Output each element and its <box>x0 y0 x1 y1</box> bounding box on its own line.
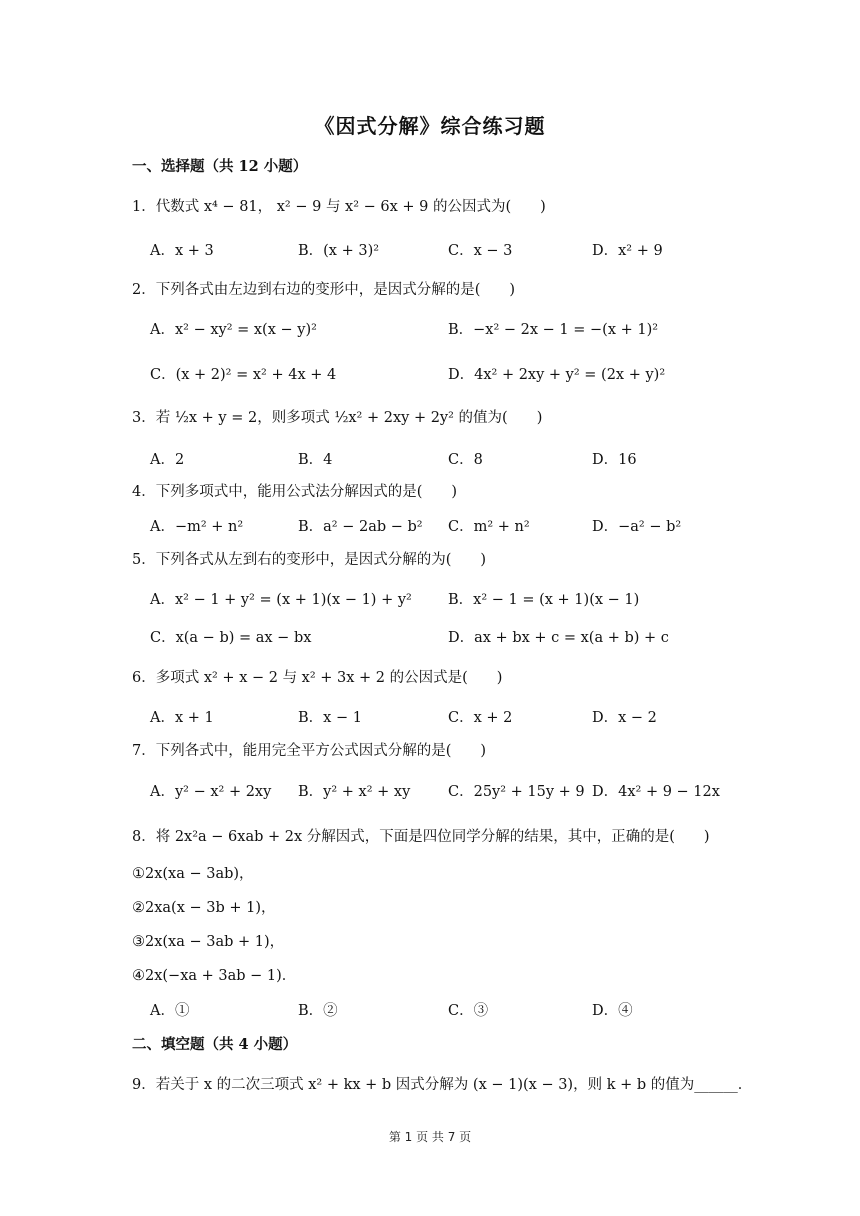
q1-option-c: C．x − 3 <box>448 243 513 259</box>
q6-option-c: C．x + 2 <box>448 710 513 726</box>
section-heading-fill: 二、填空题（共 4 小题） <box>132 1036 298 1053</box>
q2-option-b: B．−x² − 2x − 1 = −(x + 1)² <box>448 322 659 338</box>
q7-option-c: C．25y² + 15y + 9 <box>448 784 585 800</box>
q5-option-d: D．ax + bx + c = x(a + b) + c <box>448 630 669 646</box>
q3-option-b: B．4 <box>298 452 333 468</box>
q4-option-a: A．−m² + n² <box>150 519 244 535</box>
q2-option-a: A．x² − xy² = x(x − y)² <box>150 322 317 338</box>
question-6: 6．多项式 x² + x − 2 与 x² + 3x + 2 的公因式是( ) <box>132 670 503 686</box>
q4-option-d: D．−a² − b² <box>592 519 682 535</box>
question-5: 5．下列各式从左到右的变形中，是因式分解的为( ) <box>132 552 487 568</box>
question-8: 8．将 2x²a − 6xab + 2x 分解因式，下面是四位同学分解的结果，其中，正确的是( ) <box>132 829 710 845</box>
q8-item-2: ②2xa(x − 3b + 1)， <box>132 900 276 916</box>
q8-option-b: B．② <box>298 1003 338 1019</box>
q1-option-d: D．x² + 9 <box>592 243 663 259</box>
q5-option-a: A．x² − 1 + y² = (x + 1)(x − 1) + y² <box>150 592 412 608</box>
q5-option-b: B．x² − 1 = (x + 1)(x − 1) <box>448 592 640 608</box>
q7-option-a: A．y² − x² + 2xy <box>150 784 272 800</box>
q7-option-d: D．4x² + 9 − 12x <box>592 784 720 800</box>
q8-item-3: ③2x(xa − 3ab + 1)， <box>132 934 285 950</box>
question-1: 1．代数式 x⁴ − 81， x² − 9 与 x² − 6x + 9 的公因式为( ) <box>132 199 546 215</box>
q1-option-b: B．(x + 3)² <box>298 243 380 259</box>
question-4: 4．下列多项式中，能用公式法分解因式的是( ) <box>132 484 458 500</box>
q3-option-c: C．8 <box>448 452 483 468</box>
q4-option-c: C．m² + n² <box>448 519 530 535</box>
q5-option-c: C．x(a − b) = ax − bx <box>150 630 312 646</box>
q8-item-4: ④2x(−xa + 3ab − 1)． <box>132 968 297 984</box>
q3-option-d: D．16 <box>592 452 637 468</box>
question-9: 9．若关于 x 的二次三项式 x² + kx + b 因式分解为 (x − 1)(x − 3)，则 k + b 的值为______． <box>132 1077 753 1093</box>
page-footer: 第 1 页 共 7 页 <box>388 1130 472 1144</box>
q8-item-1: ①2x(xa − 3ab)， <box>132 866 254 882</box>
q6-option-a: A．x + 1 <box>150 710 214 726</box>
q8-option-d: D．④ <box>592 1003 633 1019</box>
q8-option-c: C．③ <box>448 1003 489 1019</box>
q8-option-a: A．① <box>150 1003 190 1019</box>
question-2: 2．下列各式由左边到右边的变形中，是因式分解的是( ) <box>132 282 516 298</box>
q7-option-b: B．y² + x² + xy <box>298 784 411 800</box>
q6-option-d: D．x − 2 <box>592 710 657 726</box>
q1-option-a: A．x + 3 <box>150 243 214 259</box>
page-title: 《因式分解》综合练习题 <box>314 114 546 138</box>
question-7: 7．下列各式中，能用完全平方公式因式分解的是( ) <box>132 743 487 759</box>
q2-option-c: C．(x + 2)² = x² + 4x + 4 <box>150 367 337 383</box>
question-3: 3．若 ½x + y = 2，则多项式 ½x² + 2xy + 2y² 的值为( ) <box>132 410 543 426</box>
q6-option-b: B．x − 1 <box>298 710 362 726</box>
q4-option-b: B．a² − 2ab − b² <box>298 519 423 535</box>
q3-option-a: A．2 <box>150 452 185 468</box>
q2-option-d: D．4x² + 2xy + y² = (2x + y)² <box>448 367 666 383</box>
section-heading-choice: 一、选择题（共 12 小题） <box>132 158 308 175</box>
